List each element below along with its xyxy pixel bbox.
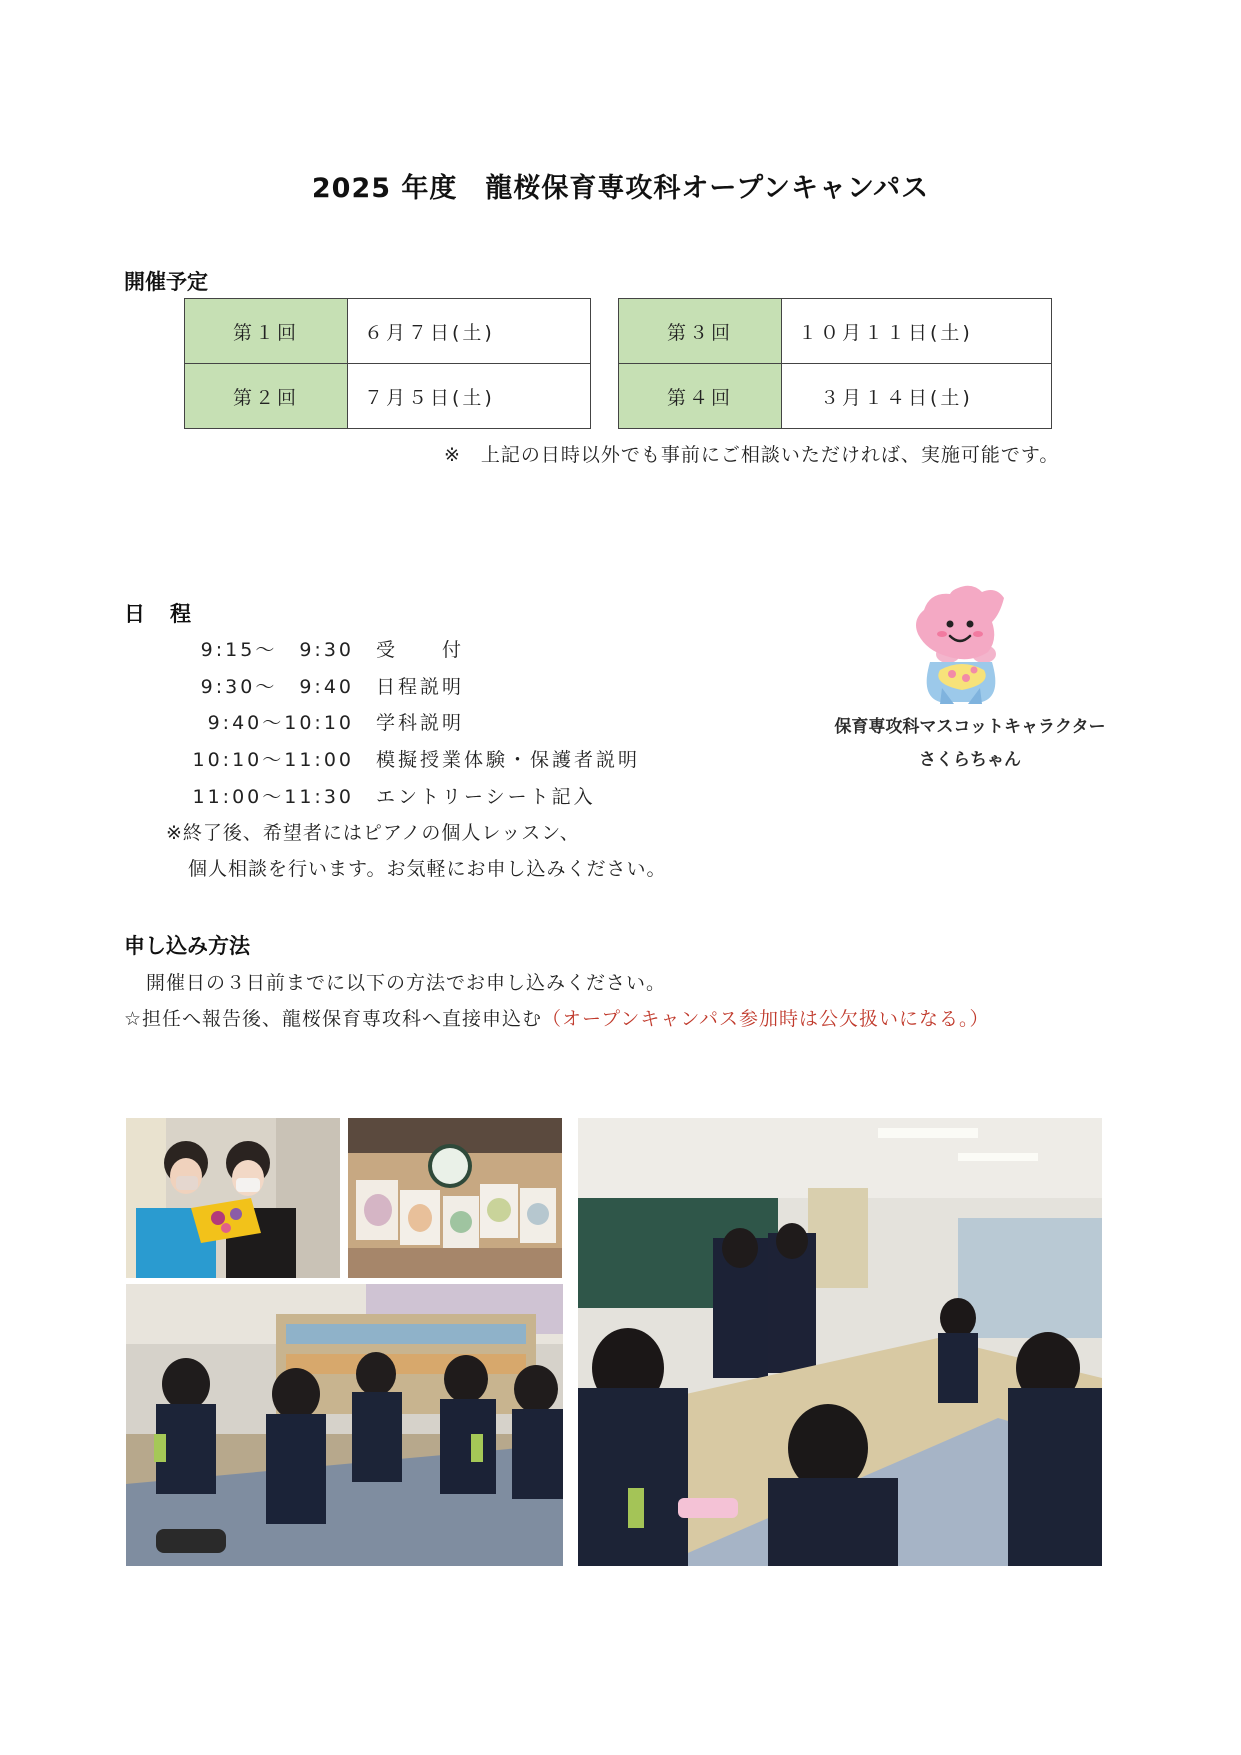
photo-students-with-craft [126,1118,340,1278]
application-line1: 開催日の３日前までに以下の方法でお申し込みください。 [146,972,667,994]
mascot-caption: 保育専攻科マスコットキャラクター [834,717,1106,737]
schedule-note: ※ 上記の日時以外でも事前にご相談いただければ、実施可能です。 [444,444,1060,466]
schedule-table-left [184,298,591,429]
session-label: 第１回 [185,299,348,364]
list-item [124,745,744,775]
session-label: 第３回 [619,299,782,364]
program-activity: 学科説明 [376,712,465,734]
program-note-line1: ※終了後、希望者にはピアノの個人レッスン、 [166,822,580,844]
program-time: 11:00～11:30 [192,786,354,808]
application-remark: （オープンキャンパス参加時は公欠扱いになる。） [542,1008,990,1030]
program-time: 9:40～10:10 [207,712,354,734]
application-heading: 申し込み方法 [124,934,250,958]
table-row [619,364,1052,429]
table-row [185,364,591,429]
program-time: 10:10～11:00 [192,749,354,771]
session-date: １０月１１日(土) [782,299,1052,364]
list-item [124,708,744,738]
schedule-heading: 開催予定 [124,270,208,294]
program-time: 9:15～ 9:30 [200,639,354,661]
schedule-table-right [618,298,1052,429]
program-activity: 模擬授業体験・保護者説明 [376,749,641,771]
list-item [124,782,744,812]
mascot-name: さくらちゃん [919,750,1021,770]
photo-craft-display [348,1118,562,1278]
page-title: 2025 年度 龍桜保育専攻科オープンキャンパス [311,173,930,204]
photo-lecture-room [578,1118,1102,1566]
program-heading: 日 程 [124,602,193,626]
program-note-line2: 個人相談を行います。お気軽にお申し込みください。 [188,858,667,880]
program-time: 9:30～ 9:40 [200,676,354,698]
application-method: ☆担任へ報告後、龍桜保育専攻科へ直接申込む [124,1008,543,1030]
list-item [124,635,744,665]
list-item [124,672,744,702]
session-date: ３月１４日(土) [782,364,1052,429]
session-date: ７月５日(土) [348,364,591,429]
sakura-mascot-icon [900,584,1020,706]
photo-classroom-students [126,1284,563,1566]
program-activity: エントリーシート記入 [376,786,596,808]
session-label: 第２回 [185,364,348,429]
program-activity: 日程説明 [376,676,465,698]
program-activity: 受 付 [376,639,465,661]
table-row [185,299,591,364]
session-label: 第４回 [619,364,782,429]
session-date: ６月７日(土) [348,299,591,364]
application-line2 [124,1004,990,1031]
table-row [619,299,1052,364]
